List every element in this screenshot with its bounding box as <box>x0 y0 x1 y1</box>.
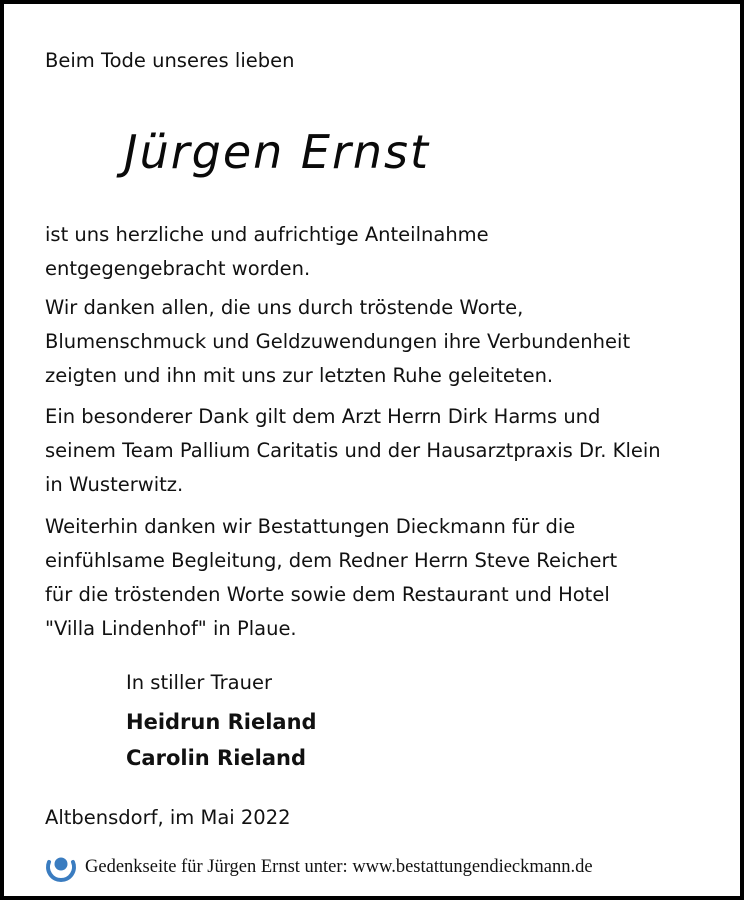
place-date: Altbensdorf, im Mai 2022 <box>45 806 291 829</box>
intro-line: Beim Tode unseres lieben <box>45 49 295 72</box>
paragraph-line: Wir danken allen, die uns durch tröstende Worte, <box>45 296 524 319</box>
paragraph-condolence <box>45 218 489 286</box>
bestattungen-logo-icon <box>44 850 78 884</box>
paragraph-line: Weiterhin danken wir Bestattungen Dieckmann für die <box>45 515 576 538</box>
paragraph-line: seinem Team Pallium Caritatis und der Hausarztpraxis Dr. Klein <box>45 439 661 462</box>
memorial-page-link[interactable]: Gedenkseite für Jürgen Ernst unter: www.bestattungendieckmann.de <box>85 856 593 877</box>
paragraph-line: Ein besonderer Dank gilt dem Arzt Herrn Dirk Harms und <box>45 405 601 428</box>
paragraph-line: einfühlsame Begleitung, dem Redner Herrn Steve Reichert <box>45 549 618 572</box>
signer-name: Heidrun Rieland <box>126 710 317 734</box>
deceased-name: Jürgen Ernst <box>124 125 431 179</box>
paragraph-thanks <box>45 291 630 393</box>
mourning-line: In stiller Trauer <box>126 671 272 694</box>
paragraph-line: zeigten und ihn mit uns zur letzten Ruhe geleiteten. <box>45 364 554 387</box>
paragraph-line: in Wusterwitz. <box>45 473 184 496</box>
paragraph-further-thanks <box>45 510 617 646</box>
memorial-page-footer <box>44 850 593 884</box>
paragraph-line: ist uns herzliche und aufrichtige Anteilnahme <box>45 223 489 246</box>
signer-name: Carolin Rieland <box>126 746 306 770</box>
paragraph-line: für die tröstenden Worte sowie dem Restaurant und Hotel <box>45 583 610 606</box>
paragraph-line: "Villa Lindenhof" in Plaue. <box>45 617 297 640</box>
paragraph-special-thanks <box>45 400 661 502</box>
paragraph-line: Blumenschmuck und Geldzuwendungen ihre Verbundenheit <box>45 330 631 353</box>
paragraph-line: entgegengebracht worden. <box>45 257 311 280</box>
